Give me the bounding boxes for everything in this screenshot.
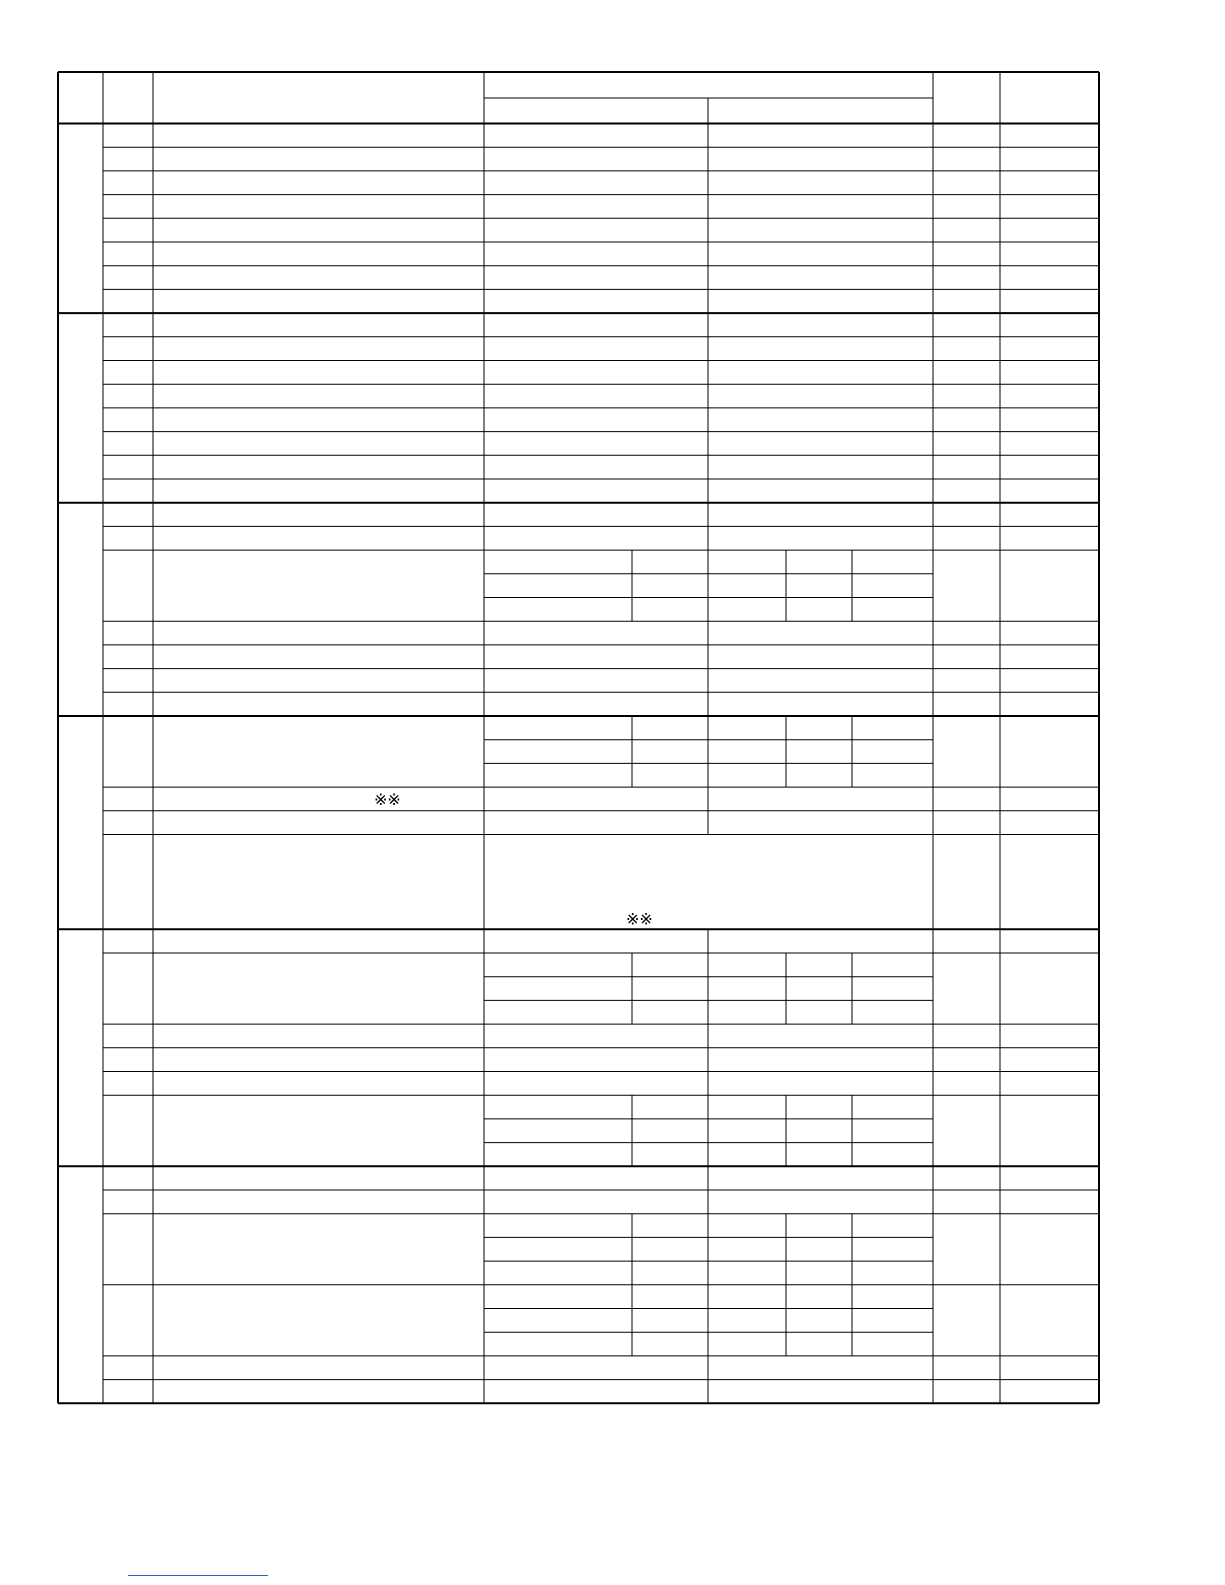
note-mark: ※※: [626, 909, 653, 929]
note-mark: ※※: [374, 789, 401, 809]
footer-link-underline[interactable]: [128, 1575, 268, 1576]
